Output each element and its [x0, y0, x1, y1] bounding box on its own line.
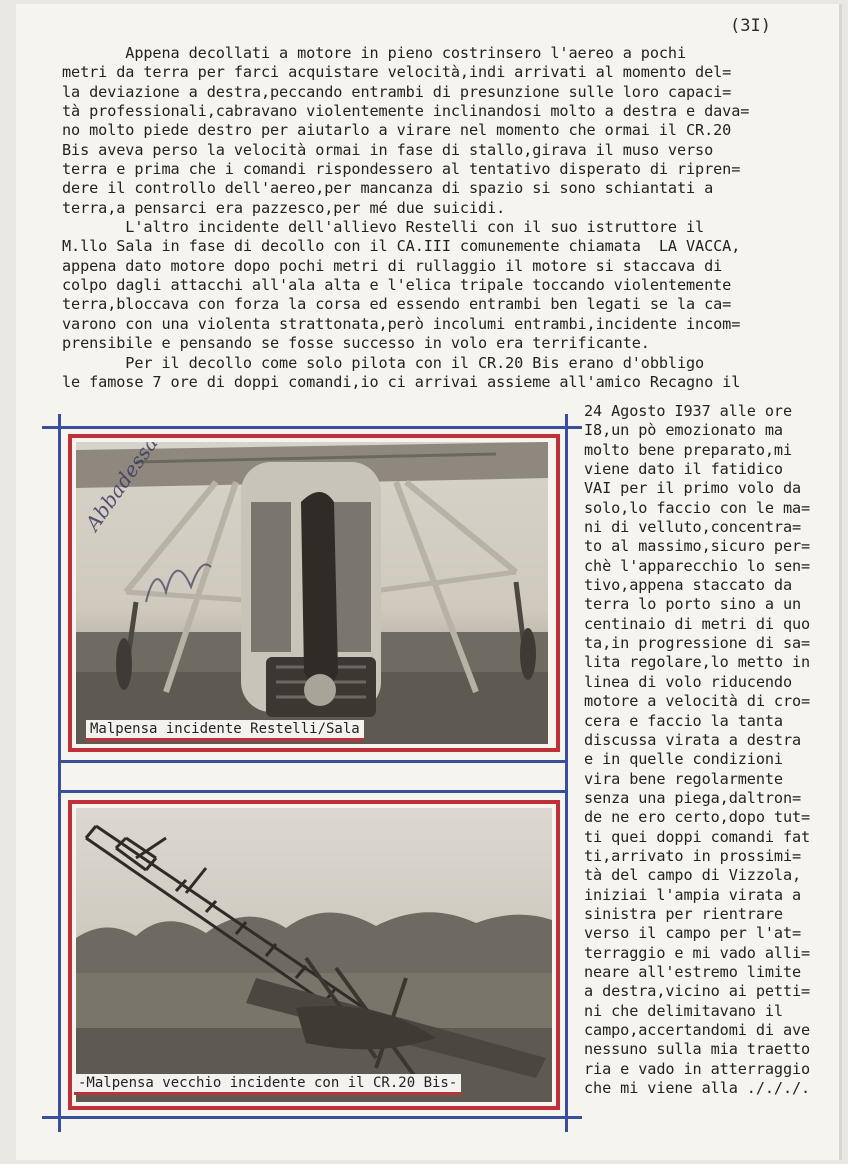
main-paragraphs — [62, 44, 848, 392]
text-line: Appena decollati a motore in pieno costrinsero l'aereo a pochi — [62, 44, 687, 62]
frame-line-top — [42, 426, 582, 429]
side-text-line: tivo,appena staccato da — [584, 576, 793, 595]
text-line: Bis aveva perso la velocità ormai in fase di stallo,girava il muso verso — [62, 140, 714, 159]
photo2-image — [76, 808, 552, 1102]
text-line: L'altro incidente dell'allievo Restelli con il suo istruttore il — [62, 218, 705, 237]
text-line: no molto piede destro per aiutarlo a virare nel momento che ormai il CR.20 — [62, 121, 732, 140]
side-text-line: lita regolare,lo metto in — [584, 653, 811, 672]
side-text-line: ti,arrivato in prossimi= — [584, 846, 802, 865]
text-line: varono con una violenta strattonata,però incolumi entrambi,incidente incom= — [62, 314, 741, 333]
side-text-line: ria e vado in atterraggio — [584, 1059, 811, 1078]
page-number: (3I) — [730, 16, 771, 36]
side-text-line: motore a velocità di cro= — [584, 692, 811, 711]
side-text-line: chè l'apparecchio lo sen= — [584, 556, 811, 575]
side-text-line: nessuno sulla mia traetto — [584, 1040, 811, 1059]
text-line: dere il controllo dell'aereo,per mancanza di spazio si sono schiantati a — [62, 179, 714, 198]
side-text-line: ti quei doppi comandi fat — [584, 827, 811, 846]
photo-biplane-front — [76, 442, 548, 744]
side-text-line: sinistra per rientrare — [584, 904, 783, 923]
text-line: appena dato motore dopo pochi metri di rullaggio il motore si staccava di — [62, 256, 723, 275]
side-text-line: campo,accertandomi di ave — [584, 1021, 811, 1039]
side-text-line: molto bene preparato,mi — [584, 440, 793, 459]
text-line: le famose 7 ore di doppi comandi,io ci arrivai assieme all'amico Recagno il — [62, 372, 741, 391]
text-line: terra e prima che i comandi rispondessero al tentativo disperato di ripren= — [62, 160, 741, 179]
frame-line-middle-2 — [58, 790, 568, 793]
side-text-line: iniziai l'ampia virata a — [584, 885, 802, 904]
side-text-line: solo,lo faccio con le ma= — [584, 498, 811, 517]
frame-line-bottom — [42, 1116, 582, 1119]
photo1-image — [76, 442, 548, 744]
side-text-line: e in quelle condizioni — [584, 750, 783, 769]
text-line: prensibile e pensando se fosse successo in volo era terrificante. — [62, 334, 650, 353]
text-line: Per il decollo come solo pilota con il CR.20 Bis erano d'obbligo — [62, 353, 705, 372]
frame-line-middle-1 — [58, 760, 568, 763]
side-text-line: linea di volo riducendo — [584, 672, 793, 691]
text-line: M.llo Sala in fase di decollo con il CA.III comunemente chiamata LA VACCA, — [62, 237, 741, 256]
text-line: terra,bloccava con forza la corsa ed essendo entrambi ben legati se la ca= — [62, 295, 732, 314]
side-text-line: vira bene regolarmente — [584, 769, 783, 788]
side-text-line: ni che delimitavano il — [584, 1001, 783, 1020]
side-text-line: terra lo porto sino a un — [584, 595, 802, 614]
side-text-line: to al massimo,sicuro per= — [584, 537, 811, 556]
side-text-line: cera e faccio la tanta — [584, 711, 783, 730]
side-text-line: senza una piega,daltron= — [584, 788, 802, 807]
side-column-text — [584, 402, 844, 1098]
text-line: la deviazione a destra,peccando entrambi di presunzione sulle loro capaci= — [62, 82, 732, 101]
text-line: colpo dagli attacchi all'ala alta e l'elica tripale toccando violentemente — [62, 276, 732, 295]
side-text-line: I8,un pò emozionato ma — [584, 421, 783, 440]
side-text-line: neare all'estremo limite — [584, 962, 802, 981]
frame-line-right — [565, 414, 568, 1132]
frame-line-left — [58, 414, 61, 1132]
photo1-caption: Malpensa incidente Restelli/Sala — [86, 720, 364, 741]
text-line: tà professionali,cabravano violentemente inclinandosi molto a destra e dava= — [62, 102, 750, 121]
side-text-line: ni di velluto,concentra= — [584, 518, 802, 537]
side-text-line: VAI per il primo volo da — [584, 479, 802, 498]
text-line: metri da terra per farci acquistare velocità,indi arrivati al momento del= — [62, 63, 732, 82]
photo2-caption: -Malpensa vecchio incidente con il CR.20 Bis- — [74, 1074, 461, 1095]
side-text-line: viene dato il fatidico — [584, 460, 783, 479]
side-text-line: tà del campo di Vizzola, — [584, 866, 802, 885]
text-line: terra,a pensarci era pazzesco,per mé due suicidi. — [62, 198, 506, 217]
side-text-line: che mi viene alla ./././. — [584, 1079, 811, 1098]
side-text-line: 24 Agosto I937 alle ore — [584, 402, 793, 420]
side-text-line: discussa virata a destra — [584, 730, 802, 749]
side-text-line: ta,in progressione di sa= — [584, 634, 811, 653]
side-text-line: centinaio di metri di quo — [584, 614, 811, 633]
side-text-line: verso il campo per l'at= — [584, 924, 802, 943]
photo-crashed-aircraft — [76, 808, 552, 1102]
side-text-line: terraggio e mi vado alli= — [584, 943, 811, 962]
side-text-line: de ne ero certo,dopo tut= — [584, 808, 811, 827]
side-text-line: a destra,vicino ai petti= — [584, 982, 811, 1001]
